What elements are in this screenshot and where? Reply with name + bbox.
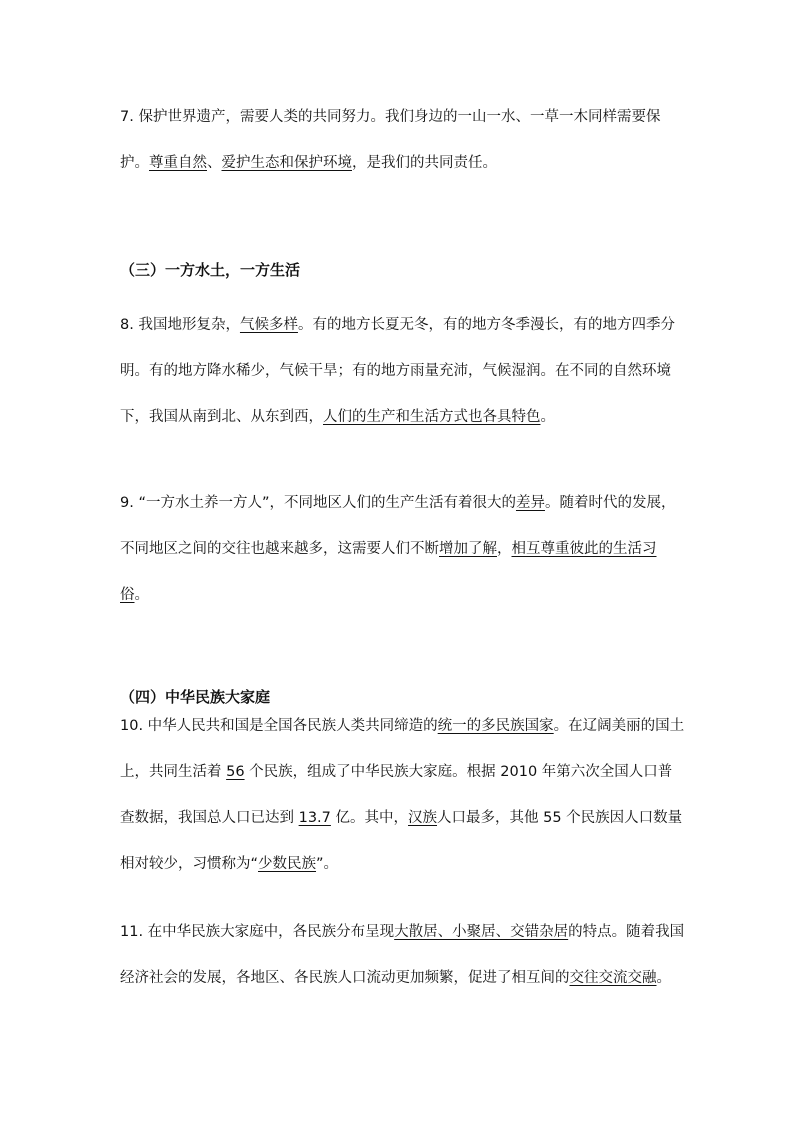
item-7-text-2: 、 xyxy=(207,155,222,171)
item-10-underlined-4: 汉族 xyxy=(408,810,438,826)
item-9-text: 9. “一方水土养一方人”，不同地区人们的生产生活有着很大的 xyxy=(120,495,516,511)
item-10-text-2: 。在辽阔美丽的国土上，共同生活着 xyxy=(120,718,685,780)
item-8-underlined-1: 气候多样 xyxy=(239,317,298,333)
item-11-text: 11. 在中华民族大家庭中，各民族分布呈现 xyxy=(120,924,395,940)
item-10 xyxy=(120,703,685,887)
item-7-underlined-1: 尊重自然 xyxy=(149,155,207,171)
item-9-underlined-2: 增加了解 xyxy=(439,541,497,557)
item-9 xyxy=(120,480,685,618)
section-heading-3: （三）一方水土，一方生活 xyxy=(120,261,301,279)
item-10-text-6: ”。 xyxy=(316,856,339,872)
item-8-underlined-2: 人们的生产和生活方式也各具特色 xyxy=(323,409,541,425)
item-10-underlined-5: 少数民族 xyxy=(258,856,317,872)
item-10-text-3: 个民族，组成了中华民族大家庭。根据 2010 年第六次全国人口普查数据，我国总人口已达到 xyxy=(120,764,673,826)
item-7-text: 7. 保护世界遗产，需要人类的共同努力。我们身边的一山一水、一草一木同样需要保护。 xyxy=(120,109,661,171)
item-10-underlined-3: 13.7 xyxy=(298,810,331,826)
item-10-text-5: 人口最多，其他 55 个民族因人口数量相对较少，习惯称为“ xyxy=(120,810,683,872)
item-10-text-4: 亿。其中， xyxy=(330,810,409,826)
item-11 xyxy=(120,909,685,1001)
item-7-underlined-2: 爱护生态和保护环境 xyxy=(221,155,352,171)
section-heading-4: （四）中华民族大家庭 xyxy=(120,688,271,706)
item-9-underlined-1: 差异 xyxy=(515,495,545,511)
item-7 xyxy=(120,94,685,186)
item-10-underlined-1: 统一的多民族国家 xyxy=(437,718,554,734)
item-11-text-2: 的特点。随着我国经济社会的发展，各地区、各民族人口流动更加频繁，促进了相互间的 xyxy=(120,924,685,986)
item-8-text-2: 。有的地方长夏无冬，有的地方冬季漫长，有的地方四季分明。有的地方降水稀少，气候干旱；有的地方雨量充沛，气候湿润。在不同的自然环境下，我国从南到北、从东到西， xyxy=(120,317,675,425)
item-10-text: 10. 中华人民共和国是全国各民族人类共同缔造的 xyxy=(120,718,438,734)
item-9-underlined-3: 相互尊重彼此的生活习俗 xyxy=(120,541,657,603)
item-9-text-4: 。 xyxy=(134,587,149,603)
item-11-text-3: 。 xyxy=(656,970,671,986)
item-9-text-2: 。随着时代的发展，不同地区之间的交往也越来越多，这需要人们不断 xyxy=(120,495,676,557)
item-10-underlined-2: 56 xyxy=(226,764,245,780)
item-7-text-3: ，是我们的共同责任。 xyxy=(352,155,497,171)
item-8 xyxy=(120,302,685,440)
item-9-text-3: ， xyxy=(497,541,512,557)
item-8-text: 8. 我国地形复杂， xyxy=(120,317,240,333)
item-8-text-3: 。 xyxy=(540,409,555,425)
item-11-underlined-2: 交往交流交融 xyxy=(569,970,657,986)
item-11-underlined-1: 大散居、小聚居、交错杂居 xyxy=(394,924,569,940)
